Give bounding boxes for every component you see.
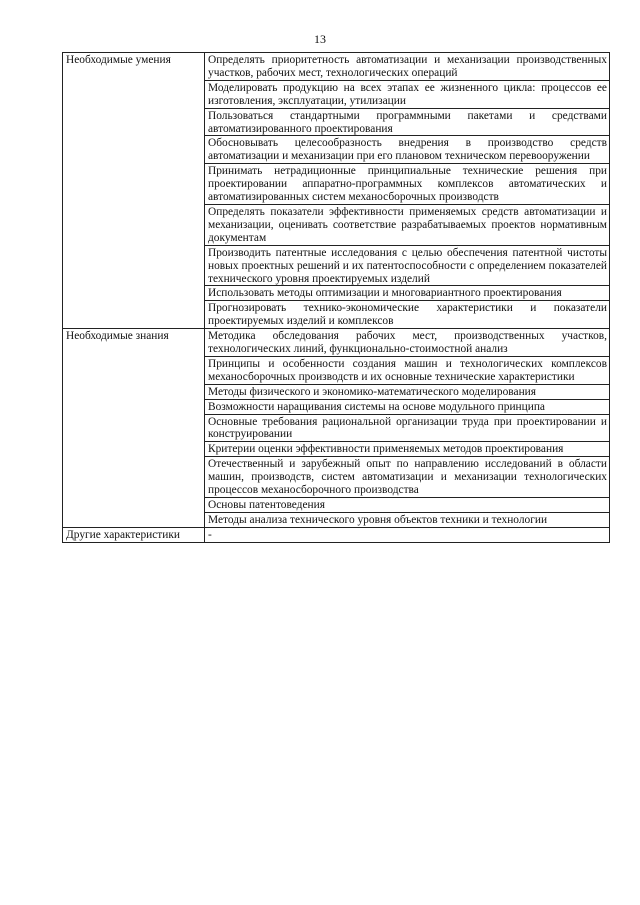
table-row — [63, 53, 610, 81]
table-cell: Принципы и особенности создания машин и технологических комплексов механосборочных производств и их основные технические характеристики — [205, 356, 610, 384]
table-cell: Определять показатели эффективности применяемых средств автоматизации и механизации, оценивать соответствие разрабатываемых проектов нормативным документам — [205, 204, 610, 245]
table-cell: Критерии оценки эффективности применяемых методов проектирования — [205, 442, 610, 457]
table-cell: Основы патентоведения — [205, 498, 610, 513]
table-cell: Обосновывать целесообразность внедрения в производство средств автоматизации и механизации при его плановом техническом перевооружении — [205, 136, 610, 164]
table-cell: Основные требования рациональной организации труда при проектировании и конструировании — [205, 414, 610, 442]
table-row — [63, 329, 610, 357]
table-cell: Принимать нетрадиционные принципиальные технические решения при проектировании аппаратно-программных комплексов автоматических и автоматизированных систем механосборочных производств — [205, 164, 610, 205]
table-cell: Производить патентные исследования с целью обеспечения патентной чистоты новых проектных решений и их патентоспособности с определением показателей технического уровня проектируемых изделий — [205, 245, 610, 286]
table-cell: Методы анализа технического уровня объектов техники и технологии — [205, 512, 610, 527]
competency-table-body — [63, 53, 610, 543]
section-label: Необходимые умения — [63, 53, 205, 329]
section-label: Необходимые знания — [63, 329, 205, 528]
table-cell: Моделировать продукцию на всех этапах ее жизненного цикла: процессов ее изготовления, эксплуатации, утилизации — [205, 80, 610, 108]
table-cell: Прогнозировать технико-экономические характеристики и показатели проектируемых изделий и комплексов — [205, 301, 610, 329]
competency-table — [62, 52, 610, 543]
table-cell: - — [205, 527, 610, 542]
table-cell: Возможности наращивания системы на основе модульного принципа — [205, 399, 610, 414]
table-cell: Использовать методы оптимизации и многовариантного проектирования — [205, 286, 610, 301]
table-cell: Определять приоритетность автоматизации и механизации производственных участков, рабочих мест, технологических операций — [205, 53, 610, 81]
section-label: Другие характеристики — [63, 527, 205, 542]
table-row — [63, 527, 610, 542]
page-number: 13 — [314, 32, 326, 46]
table-cell: Отечественный и зарубежный опыт по направлению исследований в области машин, производств, систем автоматизации и механизации технологических процессов механосборочного производства — [205, 457, 610, 498]
table-cell: Методика обследования рабочих мест, производственных участков, технологических линий, функционально-стоимостной анализ — [205, 329, 610, 357]
table-cell: Методы физического и экономико-математического моделирования — [205, 384, 610, 399]
table-cell: Пользоваться стандартными программными пакетами и средствами автоматизированного проектирования — [205, 108, 610, 136]
